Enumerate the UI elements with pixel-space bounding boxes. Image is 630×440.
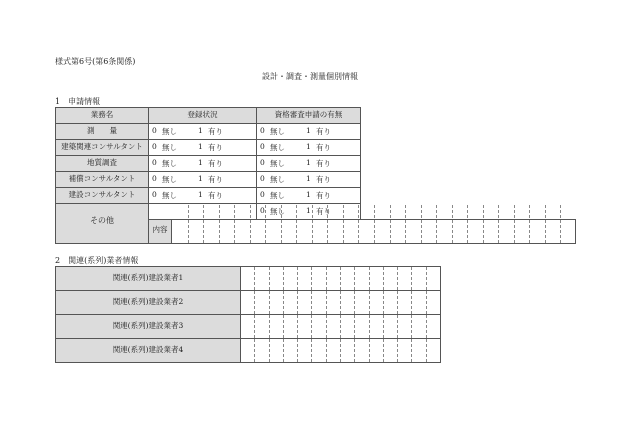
registration-option-zero[interactable]: 0 — [152, 158, 157, 167]
other-label: その他 — [55, 203, 149, 244]
qualification-option-none[interactable]: 無し — [270, 143, 285, 152]
qualification-option-one[interactable]: 1 — [306, 190, 311, 199]
business-name: 建設コンサルタント — [55, 187, 149, 204]
content-label: 内容 — [148, 219, 172, 244]
registration-option-none[interactable]: 無し — [162, 127, 177, 136]
qualification-option-zero[interactable]: 0 — [260, 190, 265, 199]
affiliate-label: 関連(系列)建設業者4 — [55, 338, 241, 363]
registration-option-one[interactable]: 1 — [198, 190, 203, 199]
header-business: 業務名 — [55, 107, 149, 124]
qualification-option-one[interactable]: 1 — [306, 174, 311, 183]
qualification-option-zero[interactable]: 0 — [260, 126, 265, 135]
registration-option-none[interactable]: 無し — [162, 143, 177, 152]
registration-option-zero[interactable]: 0 — [152, 126, 157, 135]
registration-option-yes[interactable]: 有り — [208, 175, 223, 184]
registration-option-yes[interactable]: 有り — [208, 127, 223, 136]
qualification-option-none[interactable]: 無し — [270, 159, 285, 168]
qualification-option-none[interactable]: 無し — [270, 175, 285, 184]
registration-option-none[interactable]: 無し — [162, 191, 177, 200]
other-qualification-option-yes[interactable]: 有り — [316, 207, 331, 216]
qualification-option-one[interactable]: 1 — [306, 142, 311, 151]
business-name: 建築関連コンサルタント — [55, 139, 149, 156]
other-qualification-option-one[interactable]: 1 — [306, 206, 311, 215]
qualification-option-yes[interactable]: 有り — [316, 127, 331, 136]
qualification-option-zero[interactable]: 0 — [260, 174, 265, 183]
other-qualification-option-none[interactable]: 無し — [270, 207, 285, 216]
registration-option-zero[interactable]: 0 — [152, 190, 157, 199]
section1-heading: 1 申請情報 — [55, 97, 101, 106]
form-number: 様式第6号(第6条関係) — [55, 57, 136, 66]
qualification-option-yes[interactable]: 有り — [316, 175, 331, 184]
registration-option-none[interactable]: 無し — [162, 159, 177, 168]
registration-option-zero[interactable]: 0 — [152, 174, 157, 183]
qualification-option-one[interactable]: 1 — [306, 158, 311, 167]
other-qualification-option-zero[interactable]: 0 — [260, 206, 265, 215]
other-content-row[interactable] — [148, 219, 576, 244]
affiliate-label: 関連(系列)建設業者2 — [55, 290, 241, 315]
registration-option-yes[interactable]: 有り — [208, 143, 223, 152]
qualification-option-yes[interactable]: 有り — [316, 143, 331, 152]
registration-option-yes[interactable]: 有り — [208, 159, 223, 168]
business-name: 補償コンサルタント — [55, 171, 149, 188]
registration-option-none[interactable]: 無し — [162, 175, 177, 184]
qualification-option-none[interactable]: 無し — [270, 127, 285, 136]
registration-option-one[interactable]: 1 — [198, 174, 203, 183]
header-registration: 登録状況 — [148, 107, 257, 124]
business-name: 測 量 — [55, 123, 149, 140]
qualification-option-zero[interactable]: 0 — [260, 142, 265, 151]
qualification-option-none[interactable]: 無し — [270, 191, 285, 200]
qualification-option-yes[interactable]: 有り — [316, 159, 331, 168]
header-qualification: 資格審査申請の有無 — [256, 107, 361, 124]
affiliate-label: 関連(系列)建設業者3 — [55, 314, 241, 339]
qualification-option-zero[interactable]: 0 — [260, 158, 265, 167]
registration-option-yes[interactable]: 有り — [208, 191, 223, 200]
qualification-option-yes[interactable]: 有り — [316, 191, 331, 200]
affiliate-label: 関連(系列)建設業者1 — [55, 266, 241, 291]
registration-option-one[interactable]: 1 — [198, 142, 203, 151]
qualification-option-one[interactable]: 1 — [306, 126, 311, 135]
business-name: 地質調査 — [55, 155, 149, 172]
registration-option-one[interactable]: 1 — [198, 158, 203, 167]
form-title: 設計・調査・測量個別情報 — [262, 72, 358, 81]
registration-option-zero[interactable]: 0 — [152, 142, 157, 151]
registration-option-one[interactable]: 1 — [198, 126, 203, 135]
section2-heading: 2 関連(系列)業者情報 — [55, 256, 139, 265]
